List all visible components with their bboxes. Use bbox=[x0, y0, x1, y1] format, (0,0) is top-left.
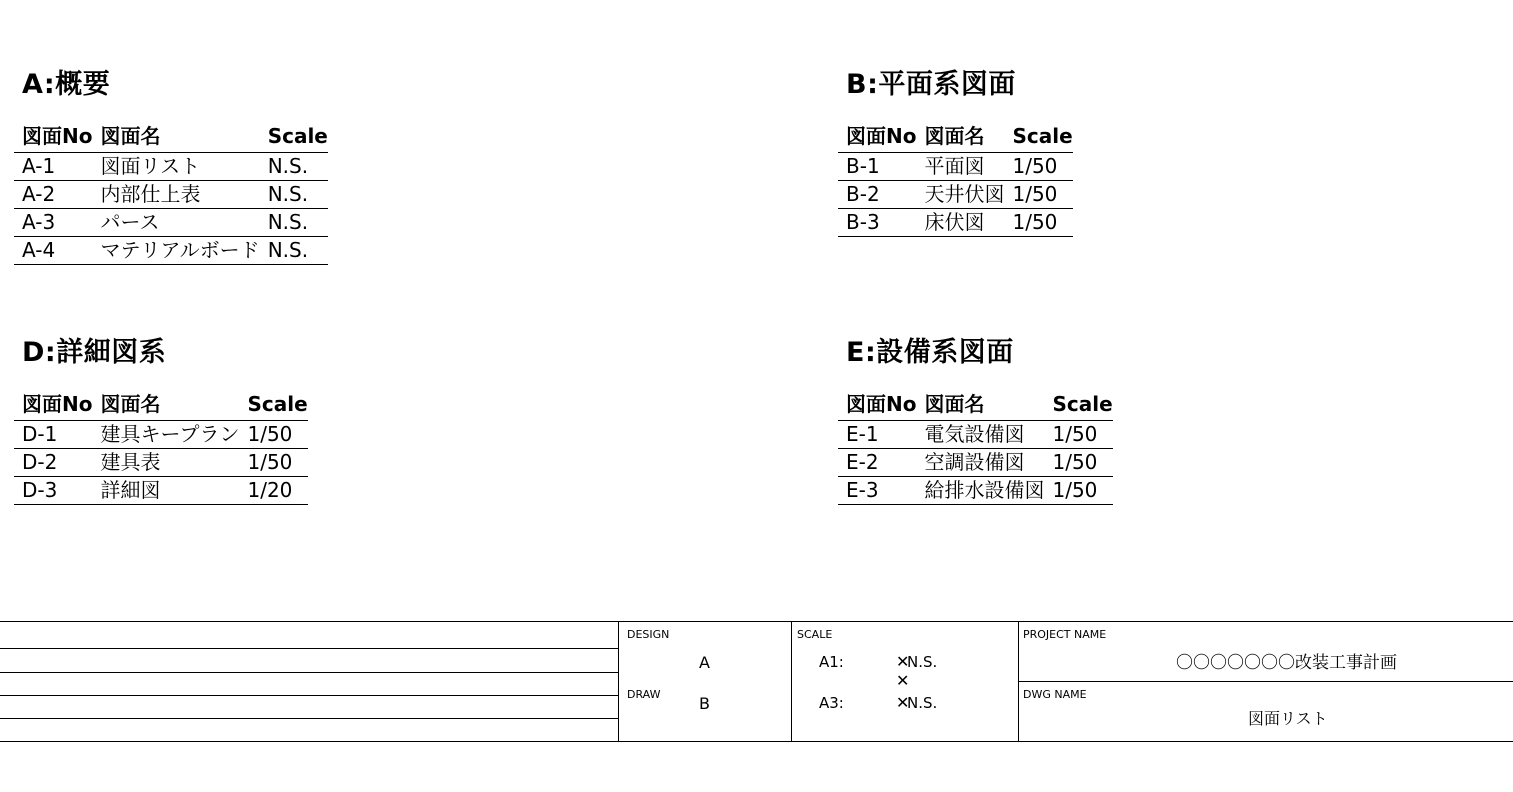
draw-label: DRAW bbox=[627, 688, 661, 701]
project-name-label: PROJECT NAME bbox=[1023, 628, 1107, 641]
draw-value: B bbox=[699, 694, 710, 713]
design-value: A bbox=[699, 653, 710, 672]
table-header-row bbox=[14, 388, 308, 421]
header-no: 図面No bbox=[838, 120, 916, 153]
drawing-table bbox=[14, 120, 328, 265]
table-header-row bbox=[14, 120, 328, 153]
cross-mark-icon: ✕ bbox=[896, 693, 910, 712]
cross-mark-icon: ✕ bbox=[896, 652, 910, 671]
cell-no: A-2 bbox=[14, 181, 92, 209]
table-row bbox=[14, 421, 308, 449]
section-title: D:詳細図系 bbox=[22, 337, 167, 368]
section-title: E:設備系図面 bbox=[846, 337, 1014, 368]
header-scale: Scale bbox=[239, 388, 307, 421]
cell-no: B-2 bbox=[838, 181, 916, 209]
header-name: 図面名 bbox=[92, 388, 239, 421]
table-row bbox=[838, 209, 1073, 237]
dwg-name-label: DWG NAME bbox=[1023, 688, 1087, 701]
cell-no: A-3 bbox=[14, 209, 92, 237]
design-label: DESIGN bbox=[627, 628, 670, 641]
cell-scale: 1/50 bbox=[239, 421, 307, 449]
drawing-table bbox=[838, 120, 1073, 237]
table-row bbox=[14, 449, 308, 477]
cell-scale: 1/50 bbox=[1004, 181, 1072, 209]
cell-no: B-3 bbox=[838, 209, 916, 237]
cell-name: 図面リスト bbox=[92, 153, 259, 181]
table-header-row bbox=[838, 120, 1073, 153]
header-scale: Scale bbox=[1044, 388, 1112, 421]
table-row bbox=[838, 181, 1073, 209]
cell-name: 平面図 bbox=[916, 153, 1004, 181]
cell-scale: 1/50 bbox=[1044, 477, 1112, 505]
header-name: 図面名 bbox=[92, 120, 259, 153]
title-block-divider bbox=[618, 621, 619, 742]
cell-name: 空調設備図 bbox=[916, 449, 1044, 477]
cell-scale: N.S. bbox=[260, 237, 328, 265]
cell-scale: 1/50 bbox=[1044, 421, 1112, 449]
header-name: 図面名 bbox=[916, 120, 1004, 153]
cell-name: マテリアルボード bbox=[92, 237, 259, 265]
cell-name: 建具キープラン bbox=[92, 421, 239, 449]
cell-no: D-2 bbox=[14, 449, 92, 477]
cell-no: D-1 bbox=[14, 421, 92, 449]
title-block-divider bbox=[791, 621, 792, 742]
section-title: A:概要 bbox=[22, 69, 111, 100]
title-block-divider bbox=[1018, 681, 1513, 682]
table-row bbox=[838, 449, 1113, 477]
revision-line bbox=[0, 695, 618, 696]
table-row bbox=[14, 237, 328, 265]
header-name: 図面名 bbox=[916, 388, 1044, 421]
table-row bbox=[14, 153, 328, 181]
scale-label: SCALE bbox=[797, 628, 833, 641]
table-row bbox=[838, 153, 1073, 181]
table-row bbox=[14, 477, 308, 505]
cell-name: 床伏図 bbox=[916, 209, 1004, 237]
scale-a1-label: A1: bbox=[819, 653, 844, 671]
table-row bbox=[838, 477, 1113, 505]
cell-name: 天井伏図 bbox=[916, 181, 1004, 209]
cell-scale: 1/50 bbox=[1044, 449, 1112, 477]
cell-name: 電気設備図 bbox=[916, 421, 1044, 449]
table-header-row bbox=[838, 388, 1113, 421]
revision-line bbox=[0, 718, 618, 719]
header-no: 図面No bbox=[14, 388, 92, 421]
drawing-table bbox=[14, 388, 308, 505]
cell-scale: 1/50 bbox=[239, 449, 307, 477]
cell-no: E-3 bbox=[838, 477, 916, 505]
cell-name: パース bbox=[92, 209, 259, 237]
cell-scale: N.S. bbox=[260, 209, 328, 237]
title-block-top-line bbox=[0, 621, 1513, 622]
cell-name: 内部仕上表 bbox=[92, 181, 259, 209]
scale-a3-value: N.S. bbox=[907, 694, 938, 712]
cell-scale: 1/50 bbox=[1004, 153, 1072, 181]
revision-line bbox=[0, 648, 618, 649]
cell-name: 詳細図 bbox=[92, 477, 239, 505]
header-no: 図面No bbox=[838, 388, 916, 421]
cell-no: A-1 bbox=[14, 153, 92, 181]
cell-scale: N.S. bbox=[260, 181, 328, 209]
section-title: B:平面系図面 bbox=[846, 69, 1016, 100]
cell-name: 建具表 bbox=[92, 449, 239, 477]
table-row bbox=[14, 209, 328, 237]
cell-scale: 1/20 bbox=[239, 477, 307, 505]
table-row bbox=[838, 421, 1113, 449]
cell-no: A-4 bbox=[14, 237, 92, 265]
header-scale: Scale bbox=[260, 120, 328, 153]
title-block-bottom-line bbox=[0, 741, 1513, 742]
scale-a1-value: N.S. bbox=[907, 653, 938, 671]
cross-mark-icon: ✕ bbox=[896, 671, 910, 690]
cell-no: D-3 bbox=[14, 477, 92, 505]
header-scale: Scale bbox=[1004, 120, 1072, 153]
cell-name: 給排水設備図 bbox=[916, 477, 1044, 505]
dwg-name-value: 図面リスト bbox=[1248, 709, 1328, 728]
cell-no: B-1 bbox=[838, 153, 916, 181]
cell-no: E-2 bbox=[838, 449, 916, 477]
table-row bbox=[14, 181, 328, 209]
drawing-table bbox=[838, 388, 1113, 505]
scale-a3-label: A3: bbox=[819, 694, 844, 712]
cell-no: E-1 bbox=[838, 421, 916, 449]
project-name-value: 〇〇〇〇〇〇〇改装工事計画 bbox=[1176, 653, 1397, 673]
header-no: 図面No bbox=[14, 120, 92, 153]
revision-line bbox=[0, 672, 618, 673]
cell-scale: N.S. bbox=[260, 153, 328, 181]
cell-scale: 1/50 bbox=[1004, 209, 1072, 237]
